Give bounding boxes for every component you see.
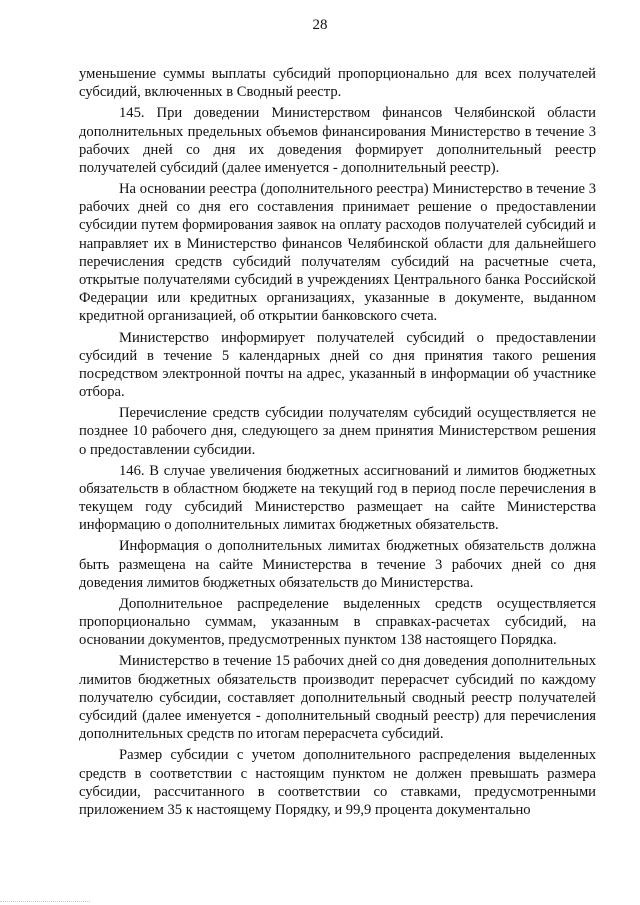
document-body [79,65,596,822]
paragraph-ministry-informs: Министерство информирует получателей субсидий о предоставлении субсидий в течение 5 календарных дней со дня принятия такого решения посредством электронной почты на адрес, указанный в информации об участнике отбора. [79,329,596,401]
footer-mark [0,901,90,903]
page-number: 28 [312,17,328,33]
paragraph-recalculation: Министерство в течение 15 рабочих дней со дня доведения дополнительных лимитов бюджетных обязательств производит перерасчет субсидий по каждому получателю субсидии, составляет дополнительный сводный реестр получателей субсидий (далее именуется - дополнительный сводный реестр) для перечисления дополнительных средств по итогам перерасчета субсидий. [79,653,596,743]
paragraph-subsidy-size: Размер субсидии с учетом дополнительного распределения выделенных средств в соответствии с настоящим пунктом не должен превышать размера субсидии, рассчитанного в соответствии со ставками, предусмотренными приложением 35 к настоящему Порядку, и 99,9 процента документально [79,747,596,818]
paragraph-item-145: 145. При доведении Министерством финансов Челябинской области дополнительных предельных объемов финансирования Министерство в течение 3 рабочих дней со дня их доведения формирует дополнительный реестр получателей субсидий (далее именуется - дополнительный реестр). [79,105,596,176]
paragraph-transfer-deadline: Перечисление средств субсидии получателям субсидий осуществляется не позднее 10 рабочего дня, следующего за днем принятия Министерством решения о предоставлении субсидии. [79,405,596,458]
paragraph-additional-distribution: Дополнительное распределение выделенных средств осуществляется пропорционально суммам, указанным в справках-расчетах субсидий, на основании документов, предусмотренных пунктом 138 настоящего Порядка. [79,595,596,649]
paragraph-registry-decision: На основании реестра (дополнительного реестра) Министерство в течение 3 рабочих дней со дня его составления принимает решение о предоставлении субсидии путем формирования заявок на оплату расходов получателей субсидий и направляет их в Министерство финансов Челябинской области для дальнейшего перечисления средств субсидий получателям субсидий на расчетные счета, открытые получателями субсидий в учреждениях Центрального банка Российской Федерации или кредитных организациях, указанные в документе, выданном кредитной организацией, об открытии банковского счета. [79,181,596,325]
paragraph-item-146: 146. В случае увеличения бюджетных ассигнований и лимитов бюджетных обязательств в областном бюджете на текущий год в период после перечисления в текущем году субсидий Министерство размещает на сайте Министерства информацию о дополнительных лимитах бюджетных обязательств. [79,462,596,534]
paragraph-limits-publication: Информация о дополнительных лимитах бюджетных обязательств должна быть размещена на сайте Министерства в течение 3 рабочих дней со дня доведения лимитов бюджетных обязательств до Министерства. [79,538,596,591]
paragraph-continuation: уменьшение суммы выплаты субсидий пропорционально для всех получателей субсидий, включенных в Сводный реестр. [79,66,596,101]
